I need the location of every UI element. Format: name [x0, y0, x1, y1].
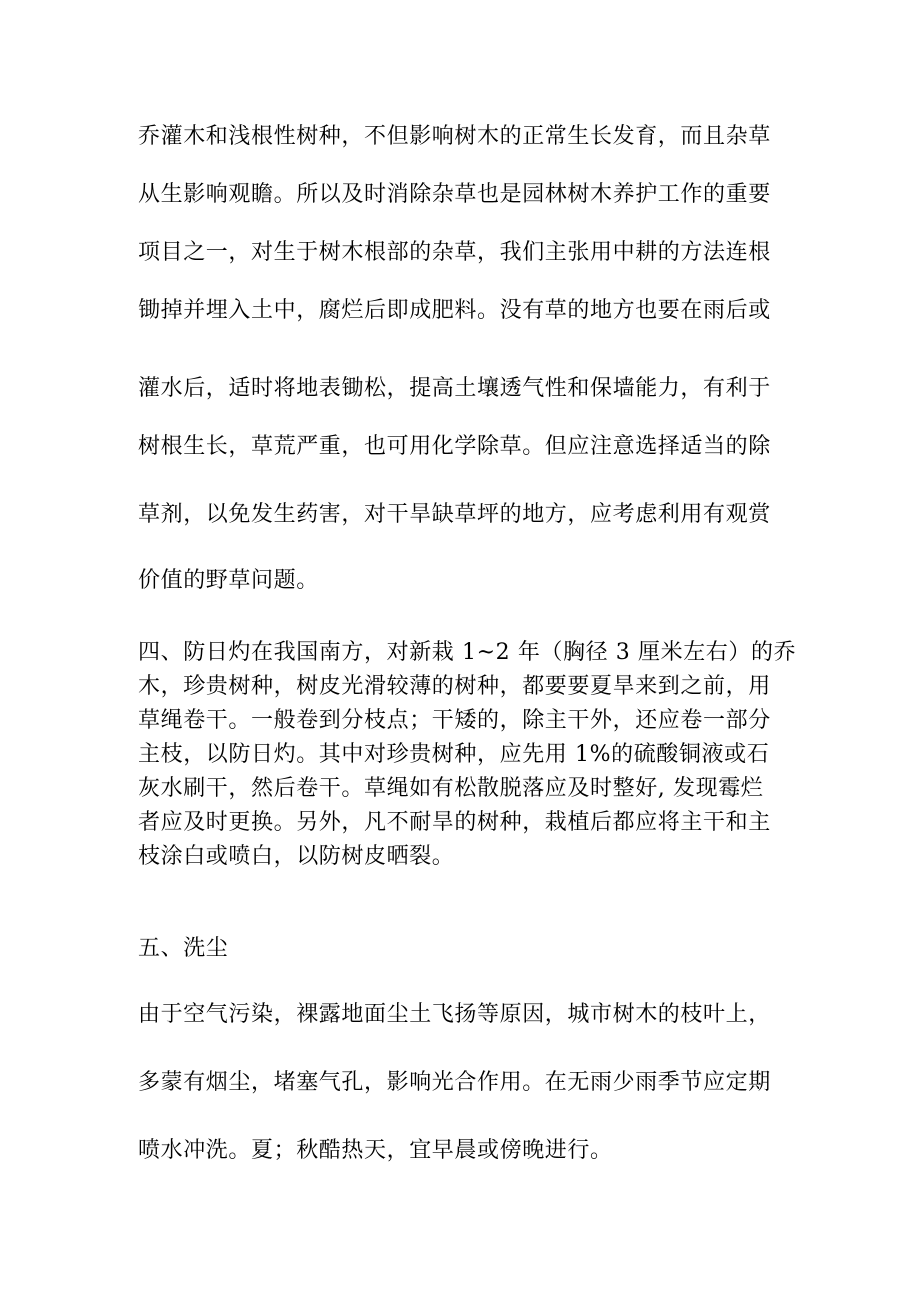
text-line: 项目之一，对生于树木根部的杂草，我们主张用中耕的方法连根: [138, 240, 771, 265]
text-line: 乔灌木和浅根性树种，不但影响树木的正常生长发育，而且杂草: [138, 124, 771, 149]
text-line: 四、防日灼在我国南方，对新栽 1~2 年（胸径 3 厘米左右）的乔: [138, 640, 797, 665]
text-line: 多蒙有烟尘，堵塞气孔，影响光合作用。在无雨少雨季节应定期: [138, 1070, 771, 1095]
section-heading: 五、洗尘: [138, 936, 229, 961]
text-line: 草绳卷干。一般卷到分枝点；干矮的，除主干外，还应卷一部分: [138, 708, 771, 733]
text-line: 主枝，以防日灼。其中对珍贵树种，应先用 1%的硫酸铜液或石: [138, 742, 770, 767]
text-line: 枝涂白或喷白，以防树皮晒裂。: [138, 844, 455, 869]
text-line: 木，珍贵树种，树皮光滑较薄的树种，都要要夏旱来到之前，用: [138, 674, 771, 699]
text-line: 价值的野草问题。: [138, 568, 319, 593]
text-line: 灰水刷干，然后卷干。草绳如有松散脱落应及时整好, 发现霉烂: [138, 776, 764, 801]
text-line: 由于空气污染，裸露地面尘土飞扬等原因，城市树木的枝叶上，: [138, 1002, 771, 1027]
text-line: 喷水冲洗。夏；秋酷热天，宜早晨或傍晚进行。: [138, 1138, 613, 1163]
text-line: 草剂，以免发生药害，对干旱缺草坪的地方，应考虑利用有观赏: [138, 502, 771, 527]
text-line: 者应及时更换。另外，凡不耐旱的树种，栽植后都应将主干和主: [138, 810, 771, 835]
text-line: 树根生长，草荒严重，也可用化学除草。但应注意选择适当的除: [138, 434, 771, 459]
text-line: 灌水后，适时将地表锄松，提高土壤透气性和保墙能力，有利于: [138, 376, 771, 401]
text-line: 锄掉并埋入土中，腐烂后即成肥料。没有草的地方也要在雨后或: [138, 298, 771, 323]
text-line: 从生影响观瞻。所以及时消除杂草也是园林树木养护工作的重要: [138, 182, 771, 207]
